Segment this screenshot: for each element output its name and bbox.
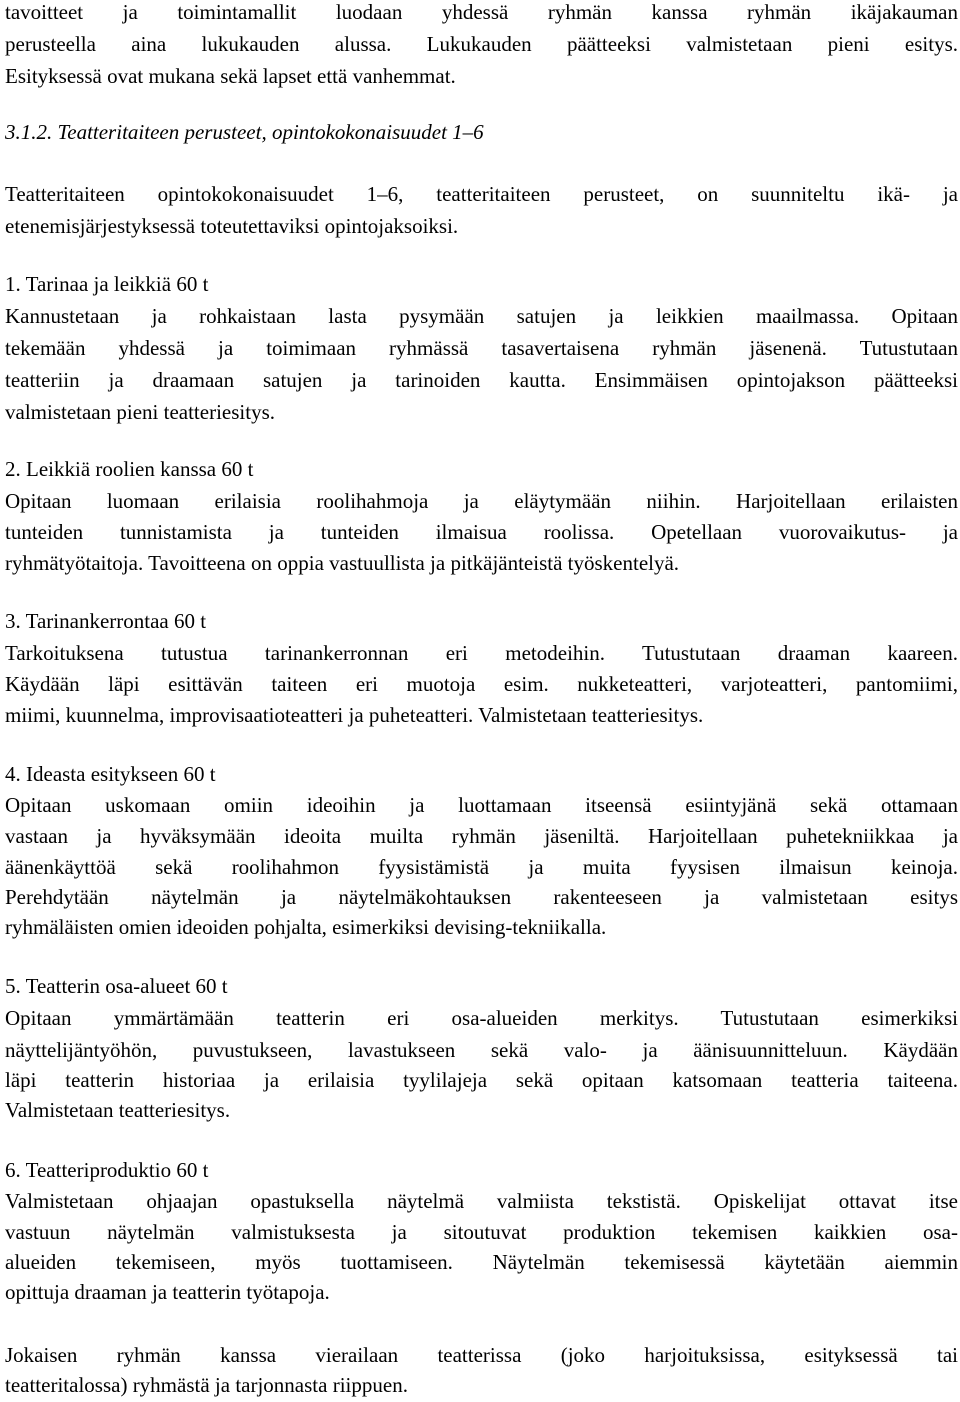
course-line: näyttelijäntyöhön, puvustukseen, lavastukseen sekä valo- ja äänisuunnitteluun. Käydään [5, 1038, 958, 1062]
course-title: 3. Tarinankerrontaa 60 t [5, 609, 207, 633]
intro-line: tavoitteet ja toimintamallit luodaan yhdessä ryhmän kanssa ryhmän ikäjakauman [5, 0, 958, 24]
course-line: ryhmäläisten omien ideoiden pohjalta, esimerkiksi devising-tekniikalla. [5, 915, 607, 939]
course-line: tunteiden tunnistamista ja tunteiden ilmaisua roolissa. Opetellaan vuorovaikutus- ja [5, 520, 958, 544]
course-title: 4. Ideasta esitykseen 60 t [5, 762, 216, 786]
course-line: tekemään yhdessä ja toimimaan ryhmässä tasavertaisena ryhmän jäsenenä. Tutustutaan [5, 336, 958, 360]
course-line: opittuja draaman ja teatterin työtapoja. [5, 1280, 330, 1304]
course-line: Käydään läpi esittävän taiteen eri muotoja esim. nukketeatteri, varjoteatteri, pantomiimi, [5, 672, 958, 696]
course-line: Opitaan uskomaan omiin ideoihin ja luottamaan itseensä esiintyjänä sekä ottamaan [5, 793, 958, 817]
course-title: 2. Leikkiä roolien kanssa 60 t [5, 457, 254, 481]
course-line: läpi teatterin historiaa ja erilaisia tyylilajeja sekä opitaan katsomaan teatteria taiteena. [5, 1068, 958, 1092]
course-line: alueiden tekemiseen, myös tuottamiseen. Näytelmän tekemisessä käytetään aiemmin [5, 1250, 958, 1274]
closing-line: Jokaisen ryhmän kanssa vierailaan teatterissa (joko harjoituksissa, esityksessä tai [5, 1343, 958, 1367]
course-line: ryhmätyötaitoja. Tavoitteena on oppia vastuullista ja pitkäjänteistä työskentelyä. [5, 551, 680, 575]
course-line: Valmistetaan teatteriesitys. [5, 1098, 231, 1122]
course-line: valmistetaan pieni teatteriesitys. [5, 400, 275, 424]
course-line: miimi, kuunnelma, improvisaatioteatteri ja puheteatteri. Valmistetaan teatteriesitys. [5, 703, 704, 727]
course-line: Opitaan ymmärtämään teatterin eri osa-alueiden merkitys. Tutustutaan esimerkiksi [5, 1006, 958, 1030]
intro-line: perusteella aina lukukauden alussa. Lukukauden päätteeksi valmistetaan pieni esitys. [5, 32, 958, 56]
intro-line: Esityksessä ovat mukana sekä lapset että vanhemmat. [5, 64, 456, 88]
course-line: äänenkäyttöä sekä roolihahmon fyysistämistä ja muita fyysisen ilmaisun keinoja. [5, 855, 958, 879]
course-line: Tarkoituksena tutustua tarinankerronnan eri metodeihin. Tutustutaan draaman kaareen. [5, 641, 958, 665]
course-line: Kannustetaan ja rohkaistaan lasta pysymään satujen ja leikkien maailmassa. Opitaan [5, 304, 958, 328]
closing-line: teatteritalossa) ryhmästä ja tarjonnasta riippuen. [5, 1373, 408, 1397]
section-intro-line: Teatteritaiteen opintokokonaisuudet 1–6, teatteritaiteen perusteet, on suunniteltu ikä- ja [5, 182, 958, 206]
course-line: vastaan ja hyväksymään ideoita muilta ryhmän jäseniltä. Harjoitellaan puhetekniikkaa ja [5, 824, 958, 848]
course-title: 1. Tarinaa ja leikkiä 60 t [5, 272, 209, 296]
course-title: 6. Teatteriproduktio 60 t [5, 1158, 209, 1182]
course-title: 5. Teatterin osa-alueet 60 t [5, 974, 228, 998]
course-line: Perehdytään näytelmän ja näytelmäkohtauksen rakenteeseen ja valmistetaan esitys [5, 885, 958, 909]
course-line: teatteriin ja draamaan satujen ja tarinoiden kautta. Ensimmäisen opintojakson päätteeksi [5, 368, 958, 392]
course-line: Valmistetaan ohjaajan opastuksella näytelmä valmiista tekstistä. Opiskelijat ottavat itse [5, 1189, 958, 1213]
course-line: Opitaan luomaan erilaisia roolihahmoja ja eläytymään niihin. Harjoitellaan erilaisten [5, 489, 958, 513]
section-intro-line: etenemisjärjestyksessä toteutettaviksi opintojaksoiksi. [5, 214, 459, 238]
section-heading: 3.1.2. Teatteritaiteen perusteet, opintokokonaisuudet 1–6 [5, 120, 484, 144]
course-line: vastuun näytelmän valmistuksesta ja sitoutuvat produktion tekemisen kaikkien osa- [5, 1220, 958, 1244]
